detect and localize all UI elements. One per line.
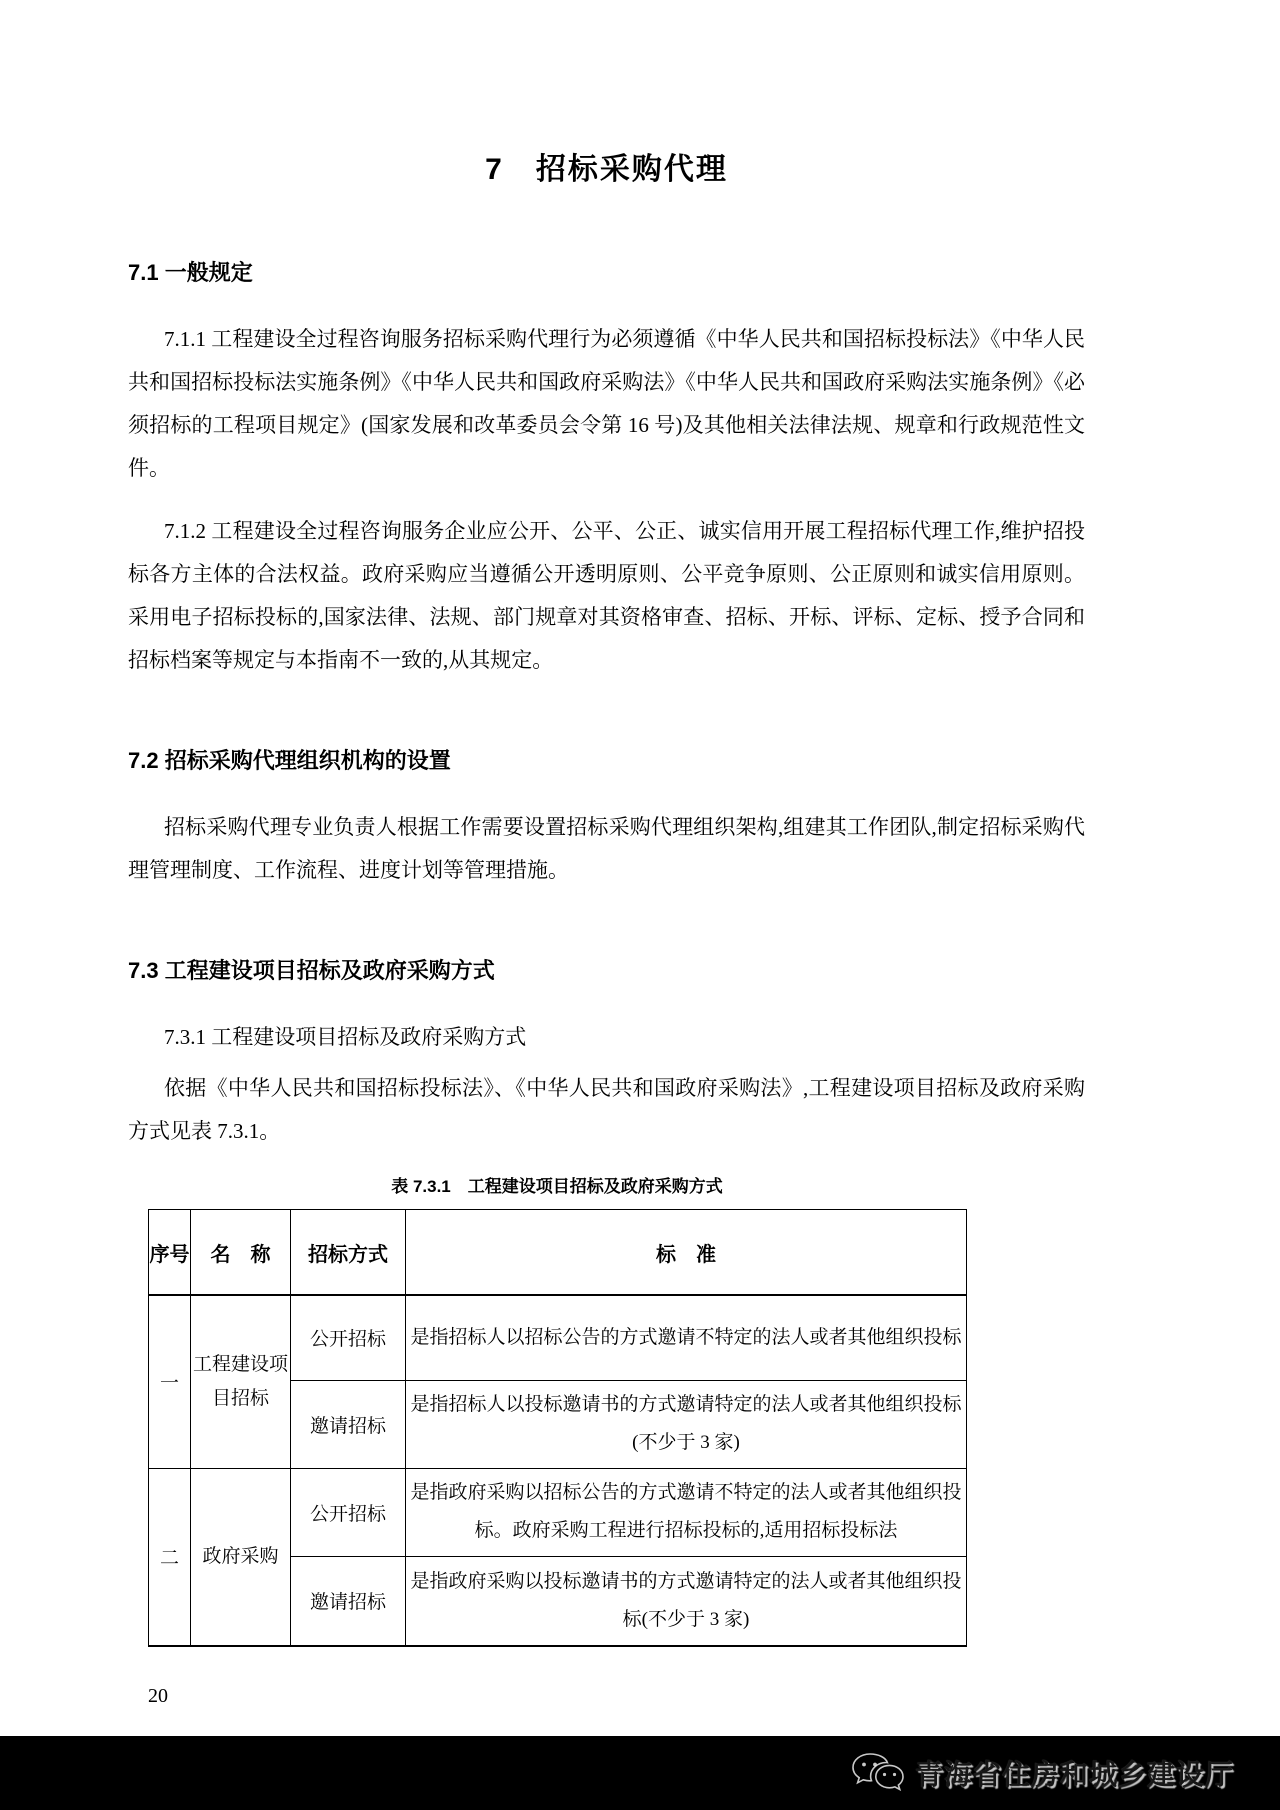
wechat-icon bbox=[849, 1750, 907, 1796]
cell-group2-method2: 邀请招标 bbox=[291, 1556, 406, 1646]
section-7-1-heading: 7.1 一般规定 bbox=[128, 260, 253, 285]
cell-group2-standard1: 是指政府采购以招标公告的方式邀请不特定的法人或者其他组织投标。政府采购工程进行招标投标的,适用招标投标法 bbox=[406, 1468, 967, 1556]
procurement-methods-table bbox=[148, 1209, 967, 1647]
cell-group1-index: 一 bbox=[149, 1295, 191, 1468]
footer-org-name: 青海省住房和城乡建设厅 bbox=[914, 1759, 1234, 1790]
cell-group1-name: 工程建设项目招标 bbox=[191, 1295, 291, 1468]
page-content bbox=[128, 0, 1085, 1709]
cell-group2-name: 政府采购 bbox=[191, 1468, 291, 1646]
table-header-row bbox=[149, 1210, 967, 1296]
table-row bbox=[149, 1295, 967, 1380]
header-name: 名 称 bbox=[191, 1210, 291, 1296]
subsection-7-3-1-heading: 7.3.1 工程建设项目招标及政府采购方式 bbox=[164, 1025, 527, 1049]
header-method: 招标方式 bbox=[291, 1210, 406, 1296]
cell-group1-standard2: 是指招标人以投标邀请书的方式邀请特定的法人或者其他组织投标(不少于 3 家) bbox=[406, 1380, 967, 1468]
paragraph-7-1-1: 7.1.1 工程建设全过程咨询服务招标采购代理行为必须遵循《中华人民共和国招标投标法》《中华人民共和国招标投标法实施条例》《中华人民共和国政府采购法》《中华人民共和国政府采购法实施条例》《必须招标的工程项目规定》(国家发展和改革委员会令第 16 号)及其他相关法律法规、规章和行政规范性文件。 bbox=[128, 327, 1085, 480]
cell-group2-method1: 公开招标 bbox=[291, 1468, 406, 1556]
section-7-2-heading: 7.2 招标采购代理组织机构的设置 bbox=[128, 748, 451, 773]
section-7-3-heading: 7.3 工程建设项目招标及政府采购方式 bbox=[128, 958, 495, 983]
footer-bar bbox=[0, 1736, 1280, 1810]
header-standard: 标 准 bbox=[406, 1210, 967, 1296]
paragraph-7-1-2: 7.1.2 工程建设全过程咨询服务企业应公开、公平、公正、诚实信用开展工程招标代理工作,维护招投标各方主体的合法权益。政府采购应当遵循公开透明原则、公平竞争原则、公正原则和诚实信用原则。采用电子招标投标的,国家法律、法规、部门规章对其资格审查、招标、开标、评标、定标、授予合同和招标档案等规定与本指南不一致的,从其规定。 bbox=[128, 519, 1085, 672]
cell-group1-standard1: 是指招标人以招标公告的方式邀请不特定的法人或者其他组织投标 bbox=[406, 1295, 967, 1380]
cell-group2-standard2: 是指政府采购以投标邀请书的方式邀请特定的法人或者其他组织投标(不少于 3 家) bbox=[406, 1556, 967, 1646]
paragraph-7-2: 招标采购代理专业负责人根据工作需要设置招标采购代理组织架构,组建其工作团队,制定招标采购代理管理制度、工作流程、进度计划等管理措施。 bbox=[128, 815, 1085, 882]
page-title: 7 招标采购代理 bbox=[485, 153, 728, 186]
cell-group1-method1: 公开招标 bbox=[291, 1295, 406, 1380]
header-index: 序号 bbox=[149, 1210, 191, 1296]
cell-group1-method2: 邀请招标 bbox=[291, 1380, 406, 1468]
footer-logo bbox=[849, 1750, 1234, 1796]
page-number: 20 bbox=[148, 1685, 168, 1707]
table-caption: 表 7.3.1 工程建设项目招标及政府采购方式 bbox=[391, 1177, 723, 1196]
cell-group2-index: 二 bbox=[149, 1468, 191, 1646]
table-row bbox=[149, 1468, 967, 1556]
paragraph-7-3: 依据《中华人民共和国招标投标法》、《中华人民共和国政府采购法》,工程建设项目招标及政府采购方式见表 7.3.1。 bbox=[128, 1076, 1085, 1143]
